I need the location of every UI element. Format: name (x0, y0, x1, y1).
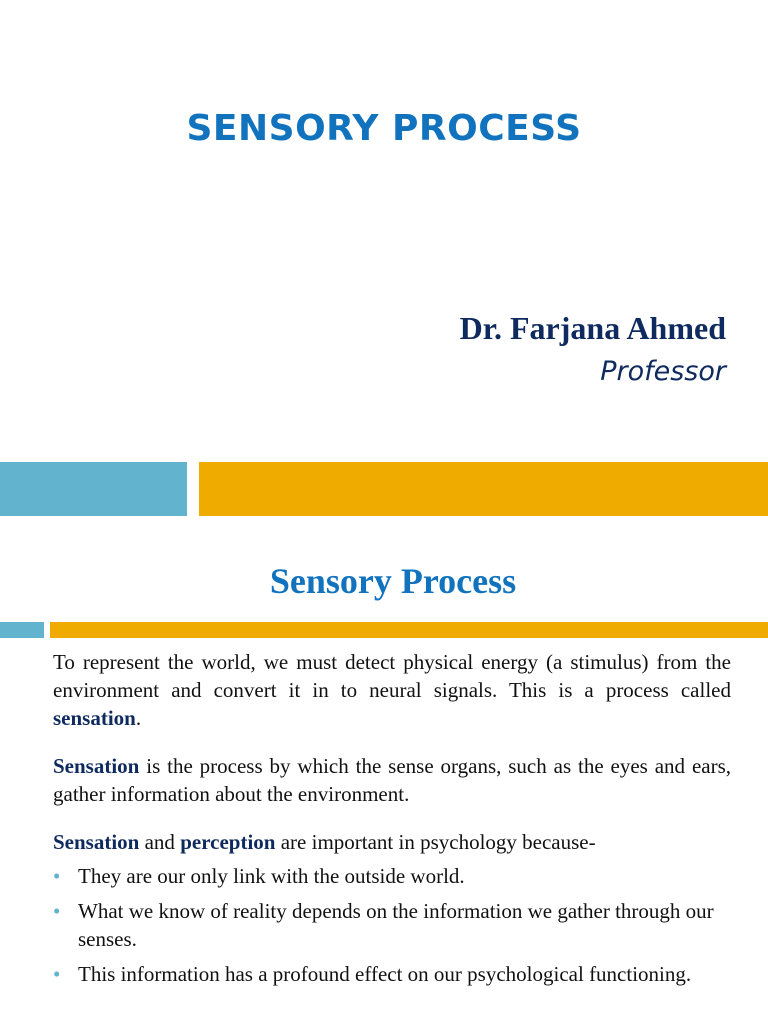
list-item (53, 897, 731, 953)
decorative-band-orange (199, 462, 768, 516)
author-name: Dr. Farjana Ahmed (459, 310, 726, 346)
list-item-text: What we know of reality depends on the information we gather through our senses. (78, 899, 714, 951)
bullet-dot-icon: • (53, 962, 61, 986)
list-item (53, 960, 731, 988)
author-role: Professor (600, 356, 726, 387)
paragraph-importance (53, 828, 731, 856)
list-item-text: They are our only link with the outside world. (78, 864, 465, 888)
slide-title: SENSORY PROCESS (186, 108, 582, 149)
decorative-strip-orange (50, 622, 768, 638)
list-item-text: This information has a profound effect on our psychological functioning. (78, 962, 692, 986)
content-slide-title: Sensory Process (269, 561, 517, 601)
decorative-strip-blue (0, 622, 44, 638)
term-sensation: sensation (53, 706, 136, 730)
bullet-list (53, 862, 731, 988)
list-item (53, 862, 731, 890)
term-sensation: Sensation (53, 754, 140, 778)
paragraph-stimulus (53, 648, 731, 732)
paragraph-text: To represent the world, we must detect physical energy (a stimulus) from the environment and convert it in to neural signals. This is a process called (53, 650, 731, 702)
bullet-dot-icon: • (53, 899, 61, 923)
paragraph-end: . (135, 706, 142, 730)
bullet-dot-icon: • (53, 864, 61, 888)
slide-body (53, 648, 731, 995)
paragraph-text: are important in psychology because- (275, 830, 596, 854)
paragraph-definition (53, 752, 731, 808)
paragraph-text: is the process by which the sense organs, such as the eyes and ears, gather information about the environment. (53, 754, 731, 806)
term-sensation: Sensation (53, 830, 140, 854)
term-perception: perception (180, 830, 276, 854)
connector-and: and (139, 830, 181, 854)
decorative-band-blue (0, 462, 187, 516)
